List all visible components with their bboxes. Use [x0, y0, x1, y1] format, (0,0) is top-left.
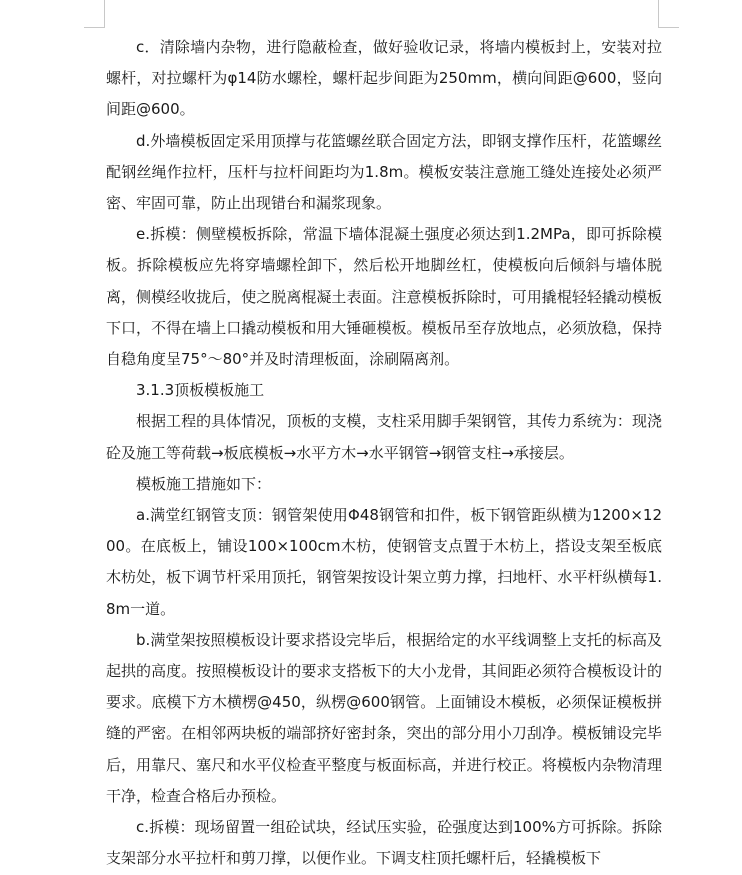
paragraph-load-transfer-system: 根据工程的具体情况，顶板的支模，支柱采用脚手架钢管，其传力系统为：现浇砼及施工等荷载→板底模板→水平方木→水平钢管→钢管支柱→承接层。 [106, 412, 662, 462]
paragraph-wall-formwork-removal: e.拆模：侧壁模板拆除，常温下墙体混凝土强度必须达到1.2MPa，即可拆除模板。拆除模板应先将穿墙螺栓卸下，然后松开地脚丝杠，使模板向后倾斜与墙体脱离，侧模经收拢后，使之脱离棍凝土表面。注意模板拆除时，可用撬棍轻轻撬动模板下口，不得在墙上口撬动模板和用大锤砸模板。模板吊至存放地点，必须放稳，保持自稳角度呈75°～80°并及时清理板面，涂刷隔离剂。 [106, 225, 662, 369]
paragraph-slab-formwork-removal: c.拆模：现场留置一组砼试块，经试压实验，砼强度达到100%方可拆除。拆除支架部分水平拉杆和剪刀撑，以便作业。下调支柱顶托螺杆后，轻撬模板下 [106, 818, 662, 868]
crop-mark-top-left-horizontal [84, 27, 105, 28]
paragraph-steel-scaffold-support: a.满堂红钢管支顶：钢管架使用Φ48钢管和扣件，板下钢管距纵横为1200×1200。在底板上，铺设100×100cm木枋，使钢管支点置于木枋上，搭设支架至板底木枋处，板下调节杆采用顶托，钢管架按设计架立剪力撑，扫地杆、水平杆纵横每1.8m一道。 [106, 506, 662, 618]
crop-mark-top-right [658, 0, 659, 28]
paragraph-measures-intro: 模板施工措施如下： [136, 474, 272, 493]
section-heading-slab-formwork: 3.1.3顶板模板施工 [136, 381, 265, 400]
crop-mark-top-left [104, 0, 105, 28]
crop-mark-top-right-horizontal [658, 27, 679, 28]
paragraph-wall-cleanup: c．清除墙内杂物，进行隐蔽检查，做好验收记录，将墙内模板封上，安装对拉螺杆，对拉螺杆为φ14防水螺栓，螺杆起步间距为250mm，横向间距@600，竖向间距@600。 [106, 38, 662, 119]
paragraph-scaffold-adjustment: b.满堂架按照模板设计要求搭设完毕后，根据给定的水平线调整上支托的标高及起拱的高度。按照模板设计的要求支搭板下的大小龙骨，其间距必须符合模板设计的要求。底模下方木横楞@450，纵楞@600钢管。上面铺设木模板，必须保证模板拼缝的严密。在相邻两块板的端部挤好密封条，突出的部分用小刀刮净。模板铺设完毕后，用靠尺、塞尺和水平仪检查平整度与板面标高，并进行校正。将模板内杂物清理干净，检查合格后办预检。 [106, 630, 662, 805]
document-body [106, 32, 662, 874]
paragraph-exterior-wall-fixing: d.外墙模板固定采用顶撑与花篮螺丝联合固定方法，即钢支撑作压杆，花篮螺丝配钢丝绳作拉杆，压杆与拉杆间距均为1.8m。模板安装注意施工缝处连接处必须严密、牢固可靠，防止出现错台和漏浆现象。 [106, 131, 662, 213]
